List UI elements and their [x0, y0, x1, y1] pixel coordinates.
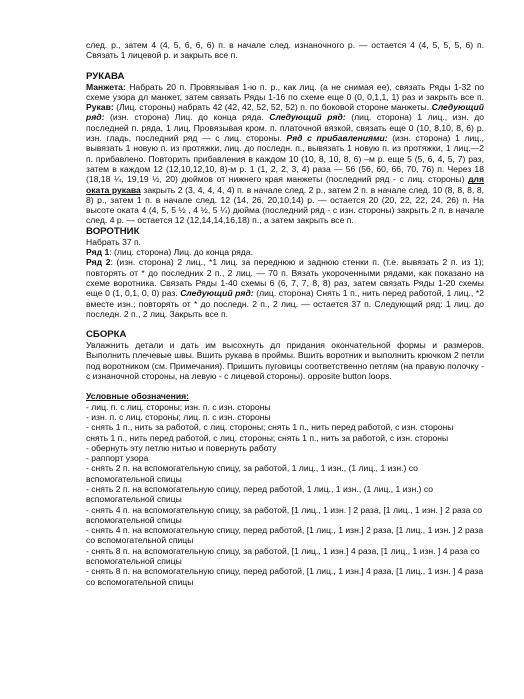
sleeve-text-2: (лиц. сторона) 1 лиц., изн. до последней п. ряда, 1 лиц. Провязывая кром. п. платочной вязкой, связать еще 0 (10, 8,10, 8, 6) р. изн. гладь, последний ряд — с лиц. стороны. — [86, 112, 484, 144]
intro-paragraph: след. р., затем 4 (4, 5, 6, 6, 6) п. в начале след. изнаночного р. — остается 4 (4, 5, 5, 5, 6) п. Связать 1 лицевой р. и закрыть все п. — [86, 40, 484, 61]
legend-item: - изн. п. с лиц. стороны; лиц. п. с изн. стороны — [86, 411, 271, 422]
legend-item: - снять 8 п. на вспомогательную спицу, перед работой, [1 лиц., 1 изн.] 4 раза, [1 лиц., 1 изн. ] 4 раза со вспомогательной спицы — [86, 566, 484, 587]
cuff-label: Манжета: — [86, 81, 126, 92]
legend-item: - лиц. п. с лиц. стороны; изн. п. с изн. стороны — [86, 401, 271, 412]
row-2-text: : (изн. сторона) 2 лиц., *1 лиц. за переднюю и заднюю стенки п. (т.е. вывязать 2 п. из 1); повторять от * до последних 2 п., 2 лиц. — 70 п. Вязать укороченными рядами, как показано на схеме воротника. Связать Ряды 1-40 схемы 6 (6, 7, 7, 8, 8) раз, затем связать Ряды 1-20 схемы еще 0 (1, 0,1, 0, 0) раз. — [86, 257, 484, 299]
collar-heading: ВОРОТНИК — [86, 225, 140, 237]
collar-row-1 — [86, 247, 484, 257]
cap-label: для оката рукава — [86, 174, 484, 195]
sleeves-heading: РУКАВА — [86, 70, 125, 82]
assembly-paragraph: Увлажнить детали и дать им высохнуть дл придания окончательной формы и размеров. Выполнить плечевые швы. Вшить рукава в проймы. Вшить воротник и выполнить крючком 2 петли под воротником (см. Примечания). Пришить пуговицы соответственно петлям (на правую полочку - с изнаночной стороны, на левую - с лицевой стороны). opposite button loops. — [86, 340, 484, 382]
increase-row-label: Ряд с прибавлениями: — [286, 133, 388, 144]
sleeve-text: (Лиц. стороны) набрать 42 (42, 42, 52, 52, 52) п. по боковой стороне манжеты. — [113, 102, 432, 113]
cuff-text: Набрать 20 п. Провязывая 1-ю п. р., как лиц. (а не снимая ее), связать Ряды 1-32 по схеме узора дл манжет, затем связать Ряды 1-16 по схеме еще 0 (0, 0,1,1, 1) раз и закрыть все п. — [86, 81, 484, 102]
legend-heading: Условные обозначения: — [86, 391, 189, 402]
sleeves-paragraph — [86, 82, 484, 226]
legend-item: - снять 8 п. на вспомогательную спицу, за работой, [1 лиц., 1 изн.] 4 раза, [1 лиц., 1 изн. ] 4 раза со вспомогательной спицы — [86, 545, 480, 567]
legend-item: - снять 4 п. на вспомогательную спицу, перед работой, [1 лиц., 1 изн.] 2 раза, [1 лиц., 1 изн. ] 2 раза со вспомогательной спицы — [86, 525, 484, 546]
legend-item: - снять 1 п., нить за работой, с лиц. стороны; снять 1 п., нить перед работой, с изн. стороны — [86, 422, 454, 433]
legend-item: - снять 2 п. на вспомогательную спицу, за работой, 1 лиц., 1 изн., (1 лиц., 1 изн.) со вспомогательной спицы — [86, 463, 418, 484]
next-row-label: Следующий ряд: — [269, 112, 346, 123]
next-row-label: Следующий ряд: — [180, 288, 254, 299]
legend-item: - снять 4 п. на вспомогательную спицу, за работой, [1 лиц., 1 изн. ] 2 раза, [1 лиц., 1 изн. ] 2 раза со вспомогательной спицы — [86, 504, 482, 525]
collar-next-text: (лиц. сторона) Снять 1 п., нить перед работой, 1 лиц., *2 вместе изн.; повторять от * до последн. 2 п., 2 лиц. — остается 37 п. Следующий ряд: 1 лиц. до последн. 2 п., 2 лиц. Закрыть все п. — [86, 288, 484, 319]
row-1-text: : (лиц. сторона) Лиц. до конца ряда. — [109, 247, 253, 258]
legend-list — [86, 402, 484, 587]
legend-item: - обернуть эту петлю нитью и повернуть работу — [86, 442, 277, 453]
sleeve-label: Рукав: — [86, 102, 114, 113]
legend-item: - раппорт узора — [86, 453, 149, 464]
collar-row-2 — [86, 257, 484, 319]
sleeve-text-3: (изн. сторона) 1 лиц., вывязать 1 новую п. из протяжки, лиц. до последн. п., вывязать 1 новую п. из протяжки, 1 лиц.—2 п. прибавлено. Повторить прибавления в каждом 10 (10, 8, 10, 8, 6) –м р. еще 5 (5, 6, 4, 5, 7) раз, затем в каждом 12 (12,10,12,10, 8)-м р. 1 (1, 2, 2, 3, 4) раза — 56 (56, 60, 66, 70, 76) п. Через 18 (18,18 ¼, 19,19 ½, 20) дюймов от нижнего края манжеты (последний ряд - с лиц. стороны) — [86, 133, 484, 185]
sleeve-text-4: закрыть 2 (3, 4, 4, 4, 4) п. в начале след. 2 р., затем 2 п. в начале след. 10 (8, 8, 8, 8, 8) р., затем 1 п. в начале след. 12 (14, 26, 20,10,14) р. — остается 20 (20, 22, 22, 24, 26) п. На высоте оката 4 (4, 5, 5 ½ , 4 ½, 5 ¼) дюйма (последний ряд - с изн. стороны) закрыть 2 п. в начале след. 4 р. — остается 12 (12,14,14,16,18) п., а затем закрыть все п. — [86, 184, 484, 226]
legend-item: - снять 2 п. на вспомогательную спицу, перед работой, 1 лиц., 1 изн., (1 лиц., 1 изн.) со вспомогательной спицы — [86, 483, 434, 505]
assembly-heading: СБОРКА — [86, 329, 127, 341]
next-row-label: Следующий ряд: — [86, 102, 484, 123]
collar-cast-on: Набрать 37 п. — [86, 236, 142, 247]
row-2-label: Ряд 2 — [86, 257, 111, 268]
document-page — [86, 40, 484, 587]
legend-item: снять 1 п., нить перед работой, с лиц. стороны; снять 1 п., нить за работой, с изн. стороны — [86, 432, 449, 443]
sleeve-text-1: (изн. сторона) Лиц. до конца ряда. — [104, 112, 270, 123]
row-1-label: Ряд 1 — [86, 247, 110, 258]
